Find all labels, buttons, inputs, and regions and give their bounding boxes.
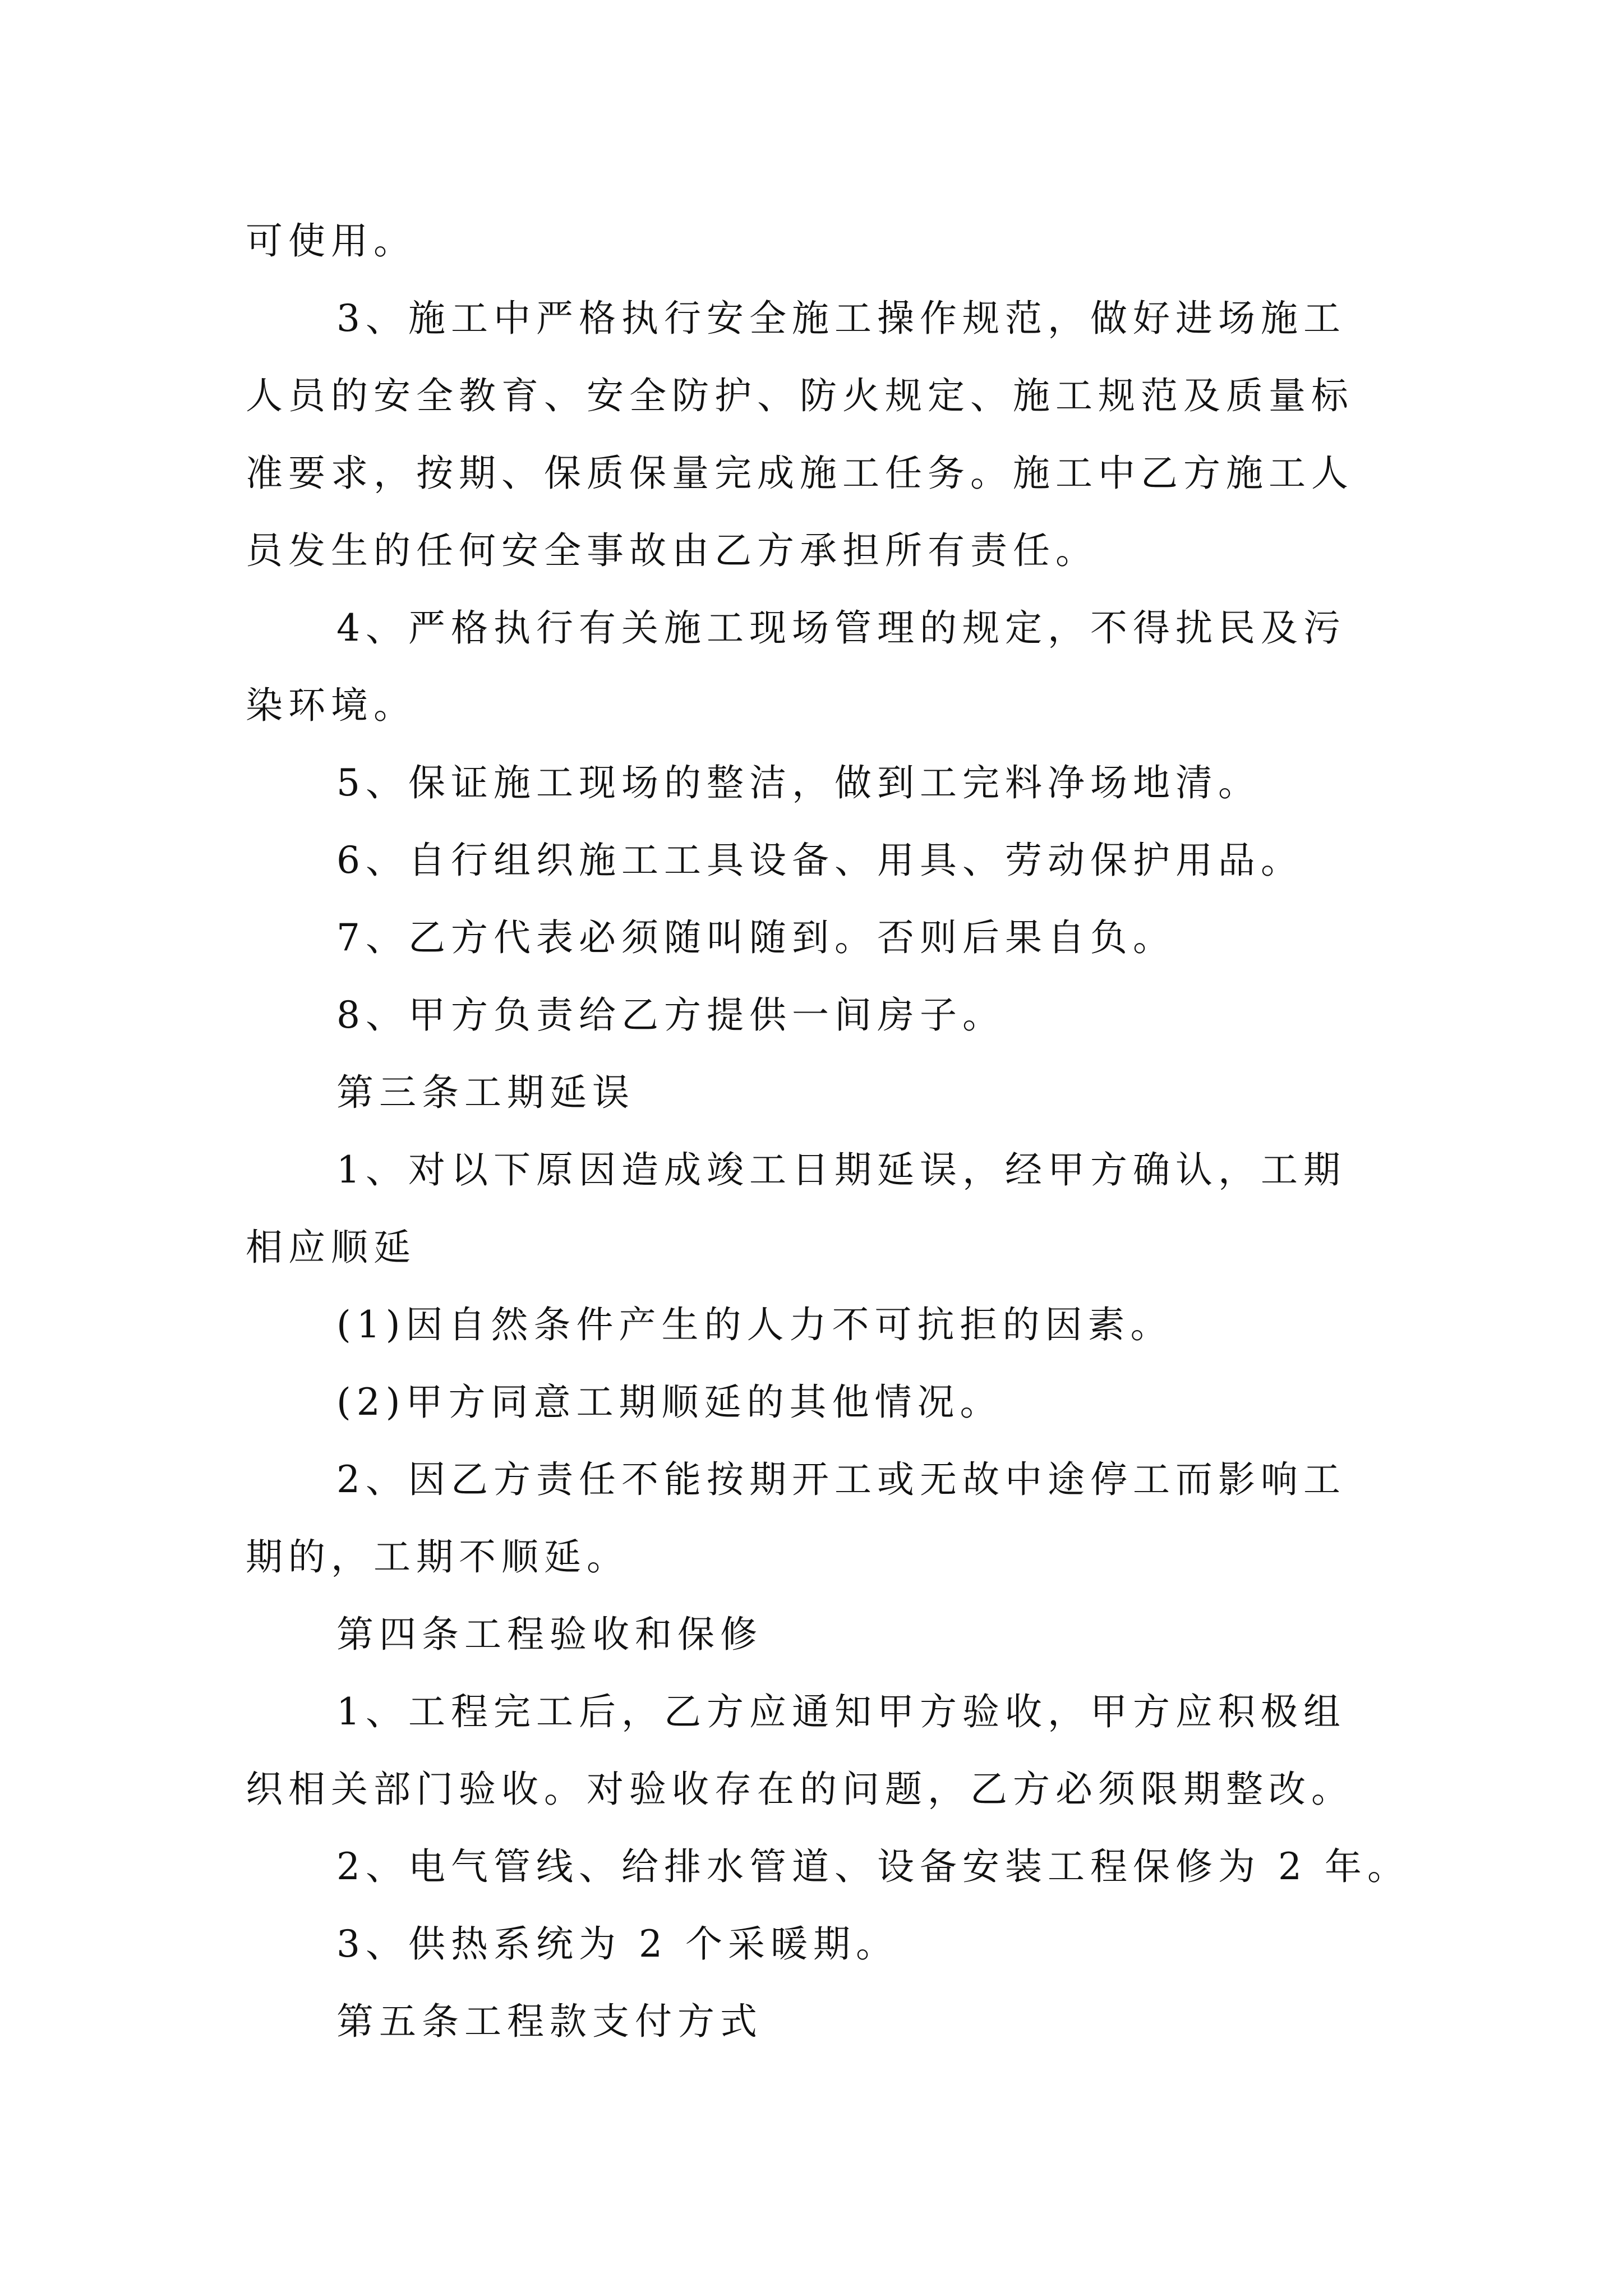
text-line: 2、因乙方责任不能按期开工或无故中途停工而影响工 xyxy=(336,1458,1346,1501)
text-line: 7、乙方代表必须随叫随到。否则后果自负。 xyxy=(336,916,1175,959)
text-line: 可使用。 xyxy=(246,219,416,263)
text-line: 4、严格执行有关施工现场管理的规定，不得扰民及污 xyxy=(336,606,1346,650)
text-line: 1、工程完工后，乙方应通知甲方验收，甲方应积极组 xyxy=(336,1690,1346,1733)
section-heading: 第四条工程验收和保修 xyxy=(336,1613,763,1656)
text-line: (1)因自然条件产生的人力不可抗拒的因素。 xyxy=(336,1303,1173,1346)
text-line: 3、施工中严格执行安全施工操作规范，做好进场施工 xyxy=(336,297,1346,340)
text-line: 6、自行组织施工工具设备、用具、劳动保护用品。 xyxy=(336,839,1303,882)
text-line: 织相关部门验收。对验收存在的问题，乙方必须限期整改。 xyxy=(246,1768,1354,1811)
text-line: 相应顺延 xyxy=(246,1226,416,1269)
text-line: 准要求，按期、保质保量完成施工任务。施工中乙方施工人 xyxy=(246,452,1354,495)
text-line: 期的，工期不顺延。 xyxy=(246,1535,629,1579)
section-heading: 第五条工程款支付方式 xyxy=(336,2000,763,2043)
text-line: (2)甲方同意工期顺延的其他情况。 xyxy=(336,1381,1003,1424)
text-line: 5、保证施工现场的整洁，做到工完料净场地清。 xyxy=(336,761,1261,804)
text-line: 1、对以下原因造成竣工日期延误，经甲方确认，工期 xyxy=(336,1148,1346,1191)
section-heading: 第三条工期延误 xyxy=(336,1071,635,1114)
text-line: 人员的安全教育、安全防护、防火规定、施工规范及质量标 xyxy=(246,374,1354,417)
text-line: 8、甲方负责给乙方提供一间房子。 xyxy=(336,993,1005,1037)
text-line: 2、电气管线、给排水管道、设备安装工程保修为 2 年。 xyxy=(336,1845,1410,1888)
text-line: 员发生的任何安全事故由乙方承担所有责任。 xyxy=(246,529,1098,572)
text-line: 3、供热系统为 2 个采暖期。 xyxy=(336,1922,898,1966)
text-line: 染环境。 xyxy=(246,684,416,727)
